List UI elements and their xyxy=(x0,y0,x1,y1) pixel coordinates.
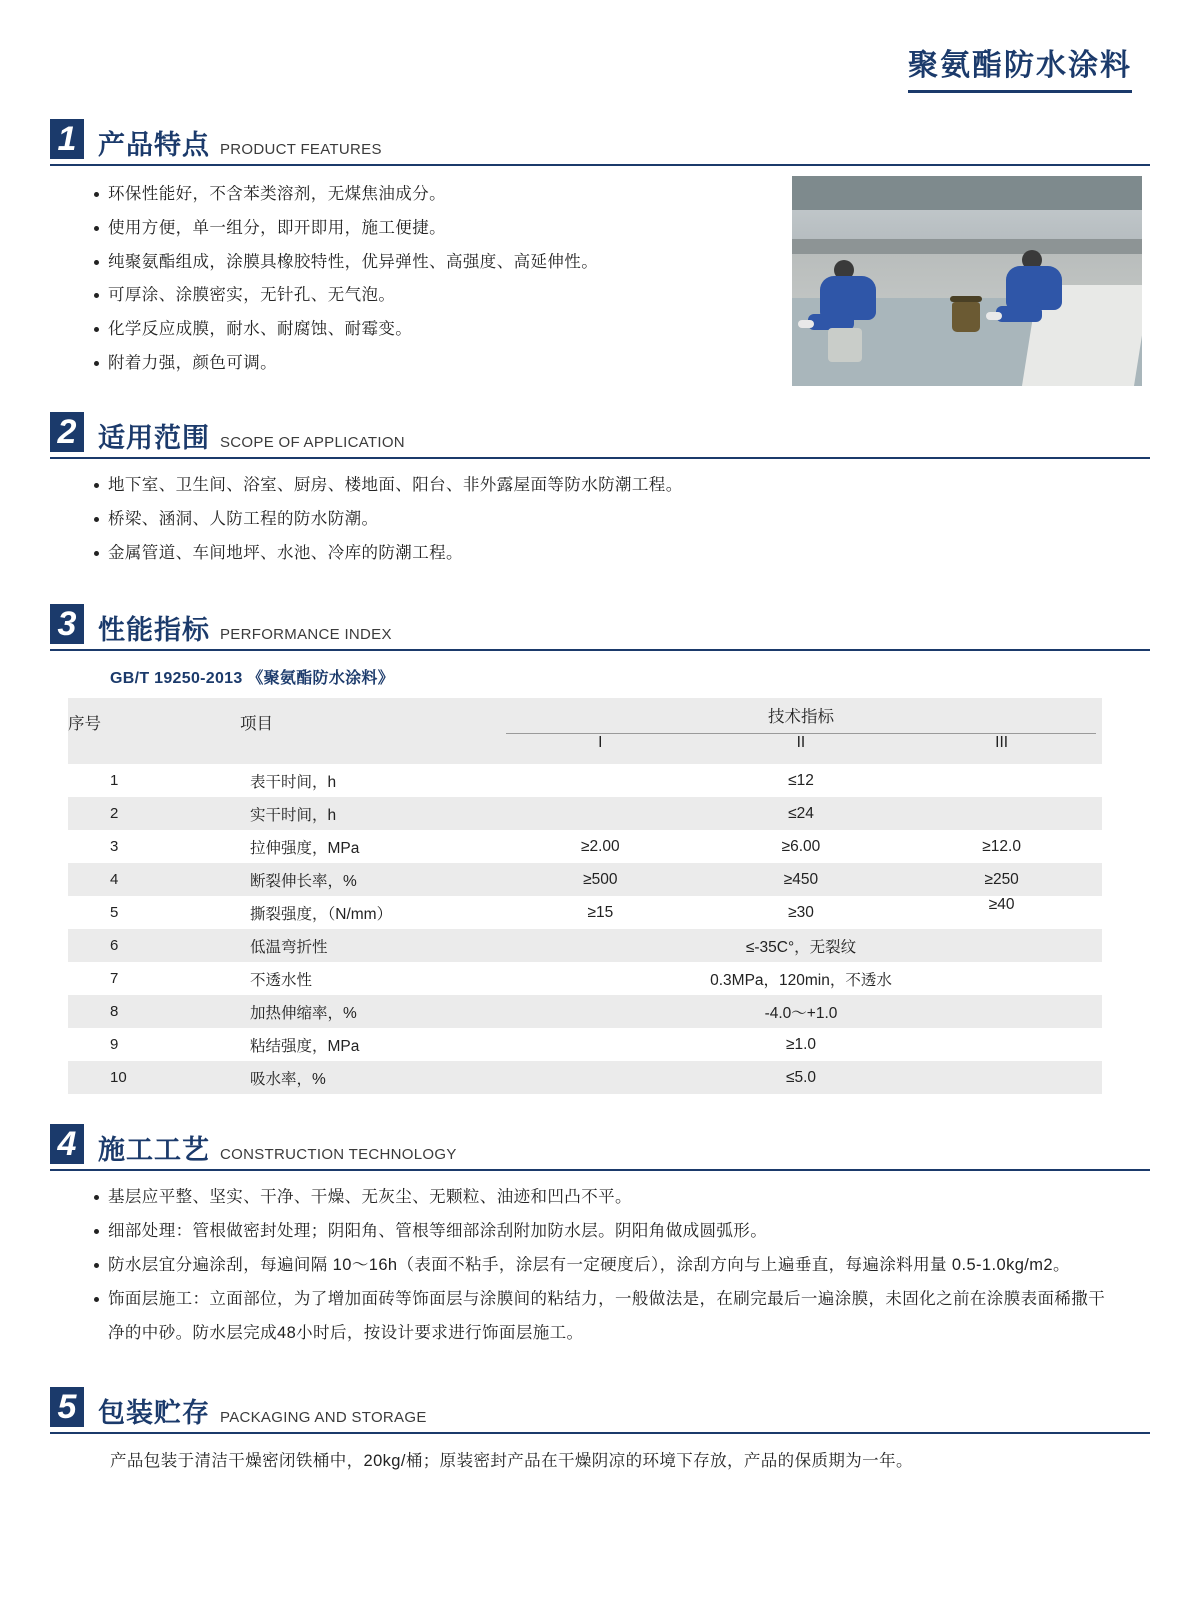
table-row xyxy=(68,929,1102,962)
cell-item: 表干时间，h xyxy=(250,773,337,791)
section-divider xyxy=(50,1169,1150,1171)
section-header-performance xyxy=(50,604,1150,647)
section-title-en: PRODUCT FEATURES xyxy=(220,141,382,158)
table-row xyxy=(68,764,1102,797)
cell-value-ii: ≥30 xyxy=(788,903,814,921)
cell-value-iii: ≥40 xyxy=(988,896,1015,914)
section-divider xyxy=(50,457,1150,459)
grade-header-iii: III xyxy=(901,734,1102,764)
section-header-scope xyxy=(50,412,1150,455)
document-title-wrap xyxy=(50,0,1150,93)
column-header-no: 序号 xyxy=(68,698,240,734)
cell-merged-value: ≤-35C°，无裂纹 xyxy=(500,929,1102,962)
list-item: 可厚涂、涂膜密实，无针孔、无气泡。 xyxy=(108,279,792,313)
cell-value-iii: ≥12.0 xyxy=(982,837,1021,855)
grade-spacer-item xyxy=(240,734,500,764)
list-item: 桥梁、涵洞、人防工程的防水防潮。 xyxy=(108,503,1150,537)
list-item: 细部处理：管根做密封处理；阴阳角、管根等细部涂刮附加防水层。阴阳角做成圆弧形。 xyxy=(108,1215,1110,1249)
cell-no: 8 xyxy=(68,995,240,1028)
construction-list xyxy=(50,1181,1150,1350)
cell-merged-value: 0.3MPa，120min，不透水 xyxy=(710,971,892,989)
list-item: 金属管道、车间地坪、水池、冷库的防潮工程。 xyxy=(108,537,1150,571)
cell-item: 拉伸强度，MPa xyxy=(250,839,360,857)
grade-header-ii: II xyxy=(701,734,902,764)
table-grade-row xyxy=(68,734,1102,764)
cell-item: 撕裂强度，（N/mm） xyxy=(250,905,393,923)
grade-spacer-no xyxy=(68,734,240,764)
column-header-tech: 技术指标 xyxy=(500,698,1102,734)
cell-merged-value: ≤12 xyxy=(788,771,814,789)
section-title-cn: 施工工艺 xyxy=(98,1135,210,1166)
column-header-item: 项目 xyxy=(240,698,500,734)
cell-merged-value: ≥1.0 xyxy=(785,1035,817,1053)
list-item: 基层应平整、坚实、干净、干燥、无灰尘、无颗粒、油迹和凹凸不平。 xyxy=(108,1181,1110,1215)
cell-no: 6 xyxy=(68,929,240,962)
table-row xyxy=(68,830,1102,863)
page-title: 聚氨酯防水涂料 xyxy=(908,40,1132,93)
section-header-product-features xyxy=(50,119,1150,162)
section-title-en: CONSTRUCTION TECHNOLOGY xyxy=(220,1146,457,1164)
cell-item: 粘结强度，MPa xyxy=(250,1037,360,1055)
cell-value-i: ≥15 xyxy=(587,903,614,921)
section-title-cn: 包装贮存 xyxy=(98,1397,210,1428)
cell-no: 1 xyxy=(110,772,119,790)
table-row xyxy=(68,995,1102,1028)
section-number: 4 xyxy=(50,1124,84,1164)
cell-value-i: ≥2.00 xyxy=(580,837,620,855)
table-header-row xyxy=(68,698,1102,734)
list-item: 附着力强，颜色可调。 xyxy=(108,347,792,381)
section-title-cn: 产品特点 xyxy=(98,130,210,160)
packaging-text: 产品包装于清洁干燥密闭铁桶中，20kg/桶；原装密封产品在干燥阴凉的环境下存放，产品的保质期为一年。 xyxy=(110,1451,913,1470)
cell-no: 7 xyxy=(110,970,119,988)
list-item: 纯聚氨酯组成，涂膜具橡胶特性，优异弹性、高强度、高延伸性。 xyxy=(108,246,792,280)
cell-item: 断裂伸长率，% xyxy=(240,863,500,896)
table-row xyxy=(68,1028,1102,1061)
table-row xyxy=(68,896,1102,929)
list-item: 饰面层施工：立面部位，为了增加面砖等饰面层与涂膜间的粘结力，一般做法是，在刷完最后一遍涂膜，未固化之前在涂膜表面稀撒干净的中砂。防水层完成48小时后，按设计要求进行饰面层施工。 xyxy=(108,1283,1110,1351)
table-row xyxy=(68,797,1102,830)
table-row xyxy=(68,863,1102,896)
cell-merged-value: -4.0～+1.0 xyxy=(500,995,1102,1028)
section-title-cn: 适用范围 xyxy=(98,423,210,453)
table-row xyxy=(68,1061,1102,1094)
section-title-en: PACKAGING AND STORAGE xyxy=(220,1408,427,1426)
grade-header-i: I xyxy=(500,734,701,764)
product-features-body xyxy=(50,162,1150,386)
section-divider xyxy=(50,649,1150,651)
cell-value-iii: ≥250 xyxy=(901,863,1102,896)
list-item: 地下室、卫生间、浴室、厨房、楼地面、阳台、非外露屋面等防水防潮工程。 xyxy=(108,469,1150,503)
cell-item: 实干时间，h xyxy=(240,797,500,830)
cell-value-i: ≥500 xyxy=(500,863,701,896)
section-number: 3 xyxy=(50,604,84,644)
cell-no: 3 xyxy=(110,838,119,856)
cell-item: 低温弯折性 xyxy=(240,929,500,962)
cell-no: 5 xyxy=(110,904,119,922)
section-number: 5 xyxy=(50,1387,84,1427)
section-number: 1 xyxy=(50,119,84,159)
construction-photo xyxy=(792,176,1142,386)
cell-merged-value: ≤24 xyxy=(500,797,1102,830)
cell-item: 加热伸缩率，% xyxy=(240,995,500,1028)
cell-no: 2 xyxy=(68,797,240,830)
section-header-construction xyxy=(50,1124,1150,1167)
standard-reference: GB/T 19250-2013 《聚氨酯防水涂料》 xyxy=(110,670,395,688)
cell-value-ii: ≥450 xyxy=(701,863,902,896)
cell-merged-value: ≤5.0 xyxy=(500,1061,1102,1094)
scope-list xyxy=(50,469,1150,570)
section-divider xyxy=(50,164,1150,166)
section-title-cn: 性能指标 xyxy=(98,615,210,646)
section-title-en: PERFORMANCE INDEX xyxy=(220,626,392,644)
product-features-list xyxy=(50,178,792,381)
list-item: 化学反应成膜，耐水、耐腐蚀、耐霉变。 xyxy=(108,313,792,347)
cell-no: 9 xyxy=(110,1036,119,1054)
list-item: 使用方便，单一组分，即开即用，施工便捷。 xyxy=(108,212,792,246)
cell-no: 4 xyxy=(68,863,240,896)
list-item: 环保性能好，不含苯类溶剂，无煤焦油成分。 xyxy=(108,178,792,212)
section-title-en: SCOPE OF APPLICATION xyxy=(220,434,405,451)
section-header-packaging xyxy=(50,1387,1150,1430)
cell-item: 吸水率，% xyxy=(240,1061,500,1094)
cell-no: 10 xyxy=(68,1061,240,1094)
cell-item: 不透水性 xyxy=(250,971,313,989)
performance-index-table xyxy=(68,698,1102,1094)
section-divider xyxy=(50,1432,1150,1434)
section-number: 2 xyxy=(50,412,84,452)
list-item: 防水层宜分遍涂刮，每遍间隔 10～16h（表面不粘手，涂层有一定硬度后），涂刮方向与上遍垂直，每遍涂料用量 0.5-1.0kg/m2。 xyxy=(108,1249,1110,1283)
cell-value-ii: ≥6.00 xyxy=(781,837,821,855)
table-row xyxy=(68,962,1102,995)
